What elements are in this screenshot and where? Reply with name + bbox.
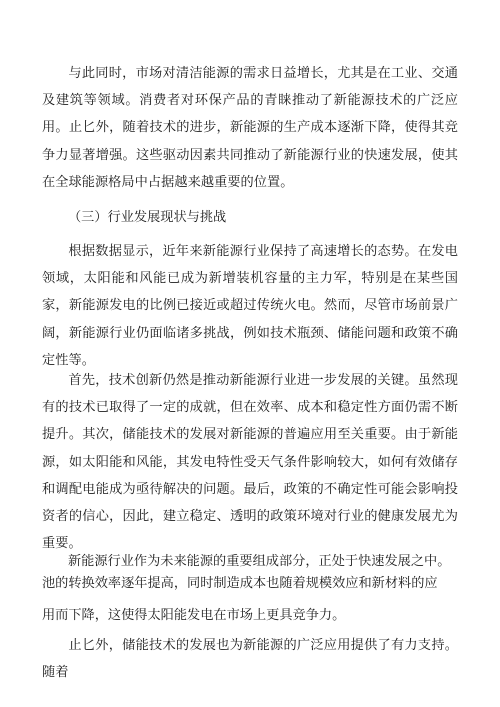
body-paragraph: 根据数据显示，近年来新能源行业保持了高速增长的态势。在发电领域，太阳能和风能已成为新增装机容量的主力军，特别是在某些国家，新能源发电的比例已接近或超过传统火电。然而，尽管市场前景广阔，新能源行业仍面临诸多挑战，例如技术瓶颈、储能问题和政策不确定性等。 [42,244,458,368]
body-paragraph: 首先，技术创新仍然是推动新能源行业进一步发展的关键。虽然现有的技术已取得了一定的成就，但在效率、成本和稳定性方面仍需不断提升。其次，储能技术的发展对新能源的普遍应用至关重要。由于新能源，如太阳能和风能，其发电特性受天气条件影响较大，如何有效储存和调配电能成为亟待解决的问题。最后，政策的不确定性可能会影响投资者的信心，因此，建立稳定、透明的政策环境对行业的健康发展尤为重要。 [42,373,458,552]
fragment-line: 用而下降，这使得太阳能发电在市场上更具竞争力。 [42,608,346,623]
body-paragraph: 止匕外，储能技术的发展也为新能源的广泛应用提供了有力支持。随着 [42,638,458,681]
body-paragraph: 与此同时，市场对清洁能源的需求日益增长，尤其是在工业、交通及建筑等领域。消费者对环保产品的青睐推动了新能源技术的广泛应用。止匕外，随着技术的进步，新能源的生产成本逐渐下降，使得其竞争力显著增强。这些驱动因素共同推动了新能源行业的快速发展，使其在全球能源格局中占据越来越重要的位置。 [42,66,458,190]
fragment-line: 新能源行业作为未来能源的重要组成部分，正处于快速发展之中。 [68,554,451,569]
fragment-line: 池的转换效率逐年提高，同时制造成本也随着规模效应和新材料的应 [42,576,438,591]
section-heading: （三）行业发展现状与挑战 [68,210,227,225]
